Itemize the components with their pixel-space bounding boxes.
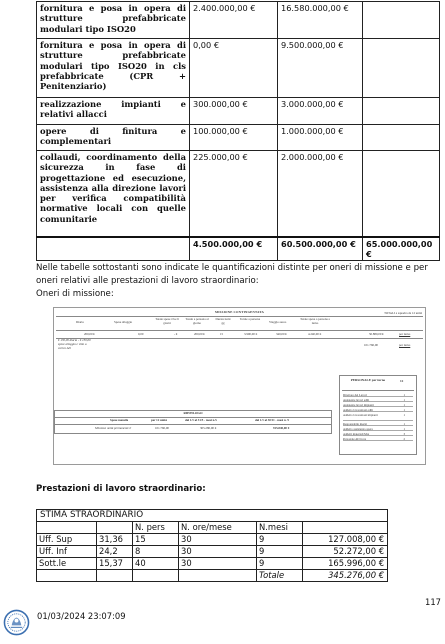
mi-cell: 101.760,00: [364, 343, 378, 347]
list-item: Addetto lavorazioni impianti 1: [343, 412, 413, 421]
mi-cell: 4.240,00 €: [308, 332, 322, 336]
riepilogo-header: dal 1/1 al 30/11 - mesi n. 9: [255, 418, 289, 422]
hours-cell: 30: [179, 546, 257, 558]
mi-cell: 200,00 €: [194, 332, 205, 336]
table-row: [37, 98, 440, 125]
table-total-row: [37, 237, 440, 261]
mi-header: Spese alloggio: [114, 320, 133, 324]
cost-value: 2.400.000,00 €: [190, 2, 278, 39]
cost-value: 100.000,00 €: [190, 125, 278, 151]
row-label: Uff. Sup: [37, 534, 97, 546]
cost-value: [363, 39, 440, 98]
riepilogo-cell: 305.280,00 €: [200, 426, 217, 430]
pers-cell: 8: [133, 546, 179, 558]
hours-cell: 30: [179, 558, 257, 570]
cost-description: fornitura e posa in opera di strutture prefabbricate modulari tipo ISO20: [37, 2, 190, 39]
cost-value: [363, 2, 440, 39]
total-amount: 345.276,00 €: [303, 570, 388, 582]
pers-cell: 15: [133, 534, 179, 546]
intro-paragraph: Nelle tabelle sottostanti sono indicate le quantificazioni distinte per oneri di missione e per oneri relativi alle prestazioni di lavoro straordinario:: [36, 263, 428, 286]
list-item: Direttore dei Lavori 1: [343, 392, 413, 397]
mi-note: carico AD: [58, 346, 71, 350]
seal-logo-icon: [3, 609, 30, 636]
riepilogo-divider: [55, 424, 331, 425]
personale-box: [339, 375, 417, 455]
list-item: Addetti materiali MA 3: [343, 431, 413, 436]
missione-table-image: [53, 307, 426, 465]
months-cell: 9: [257, 558, 303, 570]
table-row: [37, 125, 440, 151]
mi-header: Totale a persona al giorno: [185, 317, 209, 325]
stima-title: STIMA STRAORDINARIO: [37, 510, 388, 522]
cost-value: 0,00 €: [190, 39, 278, 98]
cost-description: collaudi, coordinamento della sicurezza in fase di progettazione ed esecuzione, assistenza alla direzione lavori per verifica compatibilità normative locali con quelle comunitarie: [37, 151, 190, 237]
riepilogo-cell: 915.840,00 €: [273, 426, 290, 430]
cost-value: 3.000.000,00 €: [278, 98, 363, 125]
months-cell: 9: [257, 546, 303, 558]
hours-cell: 30: [179, 534, 257, 546]
cost-value: [363, 98, 440, 125]
mi-header: Totale spese vive 6 giorni: [155, 317, 179, 325]
months-cell: 9: [257, 534, 303, 546]
mi-cell: 0,00: [138, 332, 144, 336]
empty-cell: [97, 570, 133, 582]
total-value: 65.000.000,00 €: [363, 237, 440, 261]
mi-cell: 340,00 €: [276, 332, 287, 336]
empty-cell: [37, 522, 97, 534]
straordinario-table: [36, 509, 388, 582]
personale-divider: [342, 390, 414, 391]
rate-cell: 24,2: [97, 546, 133, 558]
pers-cell: 40: [133, 558, 179, 570]
cost-value: 225.000,00 €: [190, 151, 278, 237]
mi-header: TOTALI a squadra da 12 unità: [384, 311, 422, 315]
cost-value: 2.000.000,00 €: [278, 151, 363, 237]
table-row: [37, 558, 388, 570]
cost-value: 9.500.000,00 €: [278, 39, 363, 98]
empty-cell: [303, 522, 388, 534]
table-row: [37, 534, 388, 546]
list-item: Assistente lavori edili 1: [343, 397, 413, 402]
riepilogo-header: Spese mensile: [110, 418, 129, 422]
riepilogo-header: per 12 unità: [151, 418, 167, 422]
table-row: [37, 151, 440, 237]
list-item: Assistente lavori impianti 1: [343, 402, 413, 407]
cost-table: [36, 1, 440, 261]
mi-header: Diaria: [76, 320, 84, 324]
page-number: 117: [425, 597, 441, 607]
table-row: [37, 39, 440, 98]
footer-timestamp: 01/03/2024 23:07:09: [37, 611, 126, 621]
riepilogo-header: dal 1/1 al 31/5 - mesi n.5: [185, 418, 217, 422]
table-row: [37, 510, 388, 522]
table-total-row: [37, 570, 388, 582]
row-label: Sott.le: [37, 558, 97, 570]
total-value: 60.500.000,00 €: [278, 237, 363, 261]
personale-title: PERSONALE per turno: [350, 378, 386, 382]
list-item: Addetto assistenza opera 1: [343, 426, 413, 431]
personale-count: 12: [400, 379, 404, 383]
cost-description: realizzazione impianti e relativi allacci: [37, 98, 190, 125]
riepilogo-cell: 101.760,00: [155, 426, 169, 430]
list-item: Responsabile mezzi 1: [343, 421, 413, 426]
amount-cell: 52.272,00 €: [303, 546, 388, 558]
cost-description: opere di finitura e complementari: [37, 125, 190, 151]
missione-heading: Oneri di missione:: [36, 289, 114, 299]
cost-description: fornitura e posa in opera di strutture prefabbricate modulari tipo ISO20 in cls prefabbricate (CPR + Penitenziario): [37, 39, 190, 98]
mi-cell: - €: [174, 332, 178, 336]
mi-cell: 15: [220, 332, 224, 336]
empty-cell: [97, 522, 133, 534]
column-header: N. pers: [133, 522, 179, 534]
mi-cell: 200,00 €: [84, 332, 95, 336]
mi-header: Durata turni gg: [215, 317, 231, 325]
mi-divider: [56, 338, 423, 339]
list-item: Addetto lavorazioni edili 1: [343, 407, 413, 412]
riepilogo-cell: Missione unità permanente €: [95, 426, 132, 430]
cost-value: [363, 151, 440, 237]
cost-value: 1.000.000,00 €: [278, 125, 363, 151]
mi-header: Totale spesa a persona a turno: [300, 317, 330, 325]
column-header: N. ore/mese: [179, 522, 257, 534]
mi-note: spese alloggio e vitto a: [58, 342, 87, 346]
cost-value: 16.580.000,00 €: [278, 2, 363, 39]
riepilogo-title: RIEPILOGO: [183, 411, 203, 415]
cost-value: 300.000,00 €: [190, 98, 278, 125]
column-header: N.mesi: [257, 522, 303, 534]
mi-cell: per turno: [399, 343, 411, 347]
straordinario-heading: Prestazioni di lavoro straordinario:: [36, 484, 206, 494]
mi-cell: 50.880,00 €: [369, 332, 384, 336]
missione-image-title: MISSIONE CONTINGENTATA: [215, 310, 264, 314]
amount-cell: 165.996,00 €: [303, 558, 388, 570]
rate-cell: 15,37: [97, 558, 133, 570]
empty-cell: [133, 570, 179, 582]
riepilogo-box: [54, 410, 332, 434]
mi-cell: per turno: [399, 332, 411, 336]
table-row: [37, 2, 440, 39]
total-value: 4.500.000,00 €: [190, 237, 278, 261]
empty-cell: [37, 570, 97, 582]
table-row: [37, 546, 388, 558]
total-blank-cell: [37, 237, 190, 261]
mi-note: € 130,00 diaria - € 130,00: [58, 338, 91, 342]
amount-cell: 127.008,00 €: [303, 534, 388, 546]
rate-cell: 31,36: [97, 534, 133, 546]
mi-header: Totale a persona: [239, 317, 261, 321]
empty-cell: [179, 570, 257, 582]
total-label: Totale: [257, 570, 303, 582]
table-row: [37, 522, 388, 534]
list-item: Personale AD in ns 2: [343, 436, 413, 441]
mi-header: Viaggio aereo: [269, 320, 287, 324]
cost-value: [363, 125, 440, 151]
row-label: Uff. Inf: [37, 546, 97, 558]
mi-cell: 3.900,00 €: [244, 332, 258, 336]
